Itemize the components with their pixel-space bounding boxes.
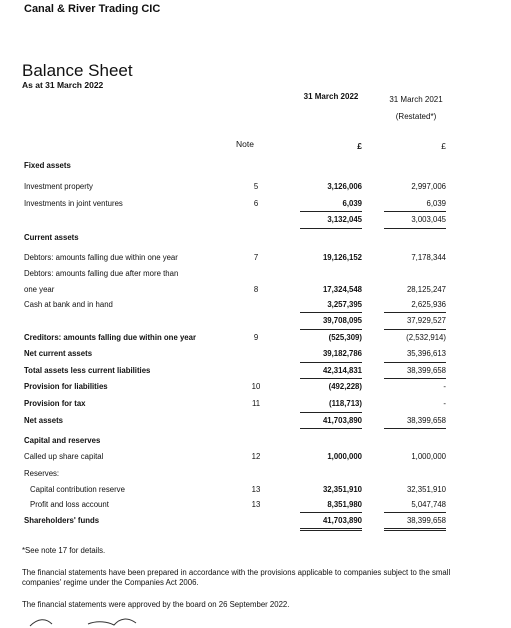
company-name: Canal & River Trading CIC xyxy=(24,3,161,15)
row-value-2021: 6,039 xyxy=(426,199,446,208)
total-rule-line xyxy=(300,428,362,429)
table-row xyxy=(0,436,511,450)
row-label: Net current assets xyxy=(24,349,93,358)
row-label: Creditors: amounts falling due within one year xyxy=(24,333,196,342)
total-rule-line xyxy=(384,312,446,313)
table-row xyxy=(0,333,511,347)
row-note: 13 xyxy=(251,500,261,509)
page-subtitle: As at 31 March 2022 xyxy=(22,80,104,90)
total-rule-line xyxy=(300,528,362,529)
row-value-2021: 35,396,613 xyxy=(406,349,446,358)
row-label: Capital and reserves xyxy=(24,436,101,445)
row-value-2021: - xyxy=(443,399,446,408)
row-label: Provision for liabilities xyxy=(24,382,108,391)
total-rule-line xyxy=(300,329,362,330)
column-header-2022: 31 March 2022 xyxy=(303,92,359,101)
table-row xyxy=(0,399,511,413)
row-value-2022: 1,000,000 xyxy=(327,452,362,461)
column-header-2021-restated: (Restated*) xyxy=(395,112,437,121)
row-note: 13 xyxy=(251,485,261,494)
total-rule-line xyxy=(384,329,446,330)
row-label: Total assets less current liabilities xyxy=(24,366,151,375)
row-value-2022: 3,257,395 xyxy=(327,300,362,309)
row-value-2021: 38,399,658 xyxy=(406,416,446,425)
row-note: 10 xyxy=(251,382,261,391)
row-label: Current assets xyxy=(24,233,79,242)
row-value-2021: 37,929,527 xyxy=(406,316,446,325)
row-value-2022: 19,126,152 xyxy=(322,253,362,262)
total-rule-line xyxy=(300,412,362,413)
total-rule-line xyxy=(384,512,446,513)
signature xyxy=(28,614,178,628)
row-value-2022: 17,324,548 xyxy=(322,285,362,294)
row-value-2022: 8,351,980 xyxy=(327,500,362,509)
approval-text: The financial statements were approved by the board on 26 September 2022. xyxy=(22,600,290,609)
row-value-2021: 32,351,910 xyxy=(406,485,446,494)
row-label: Profit and loss account xyxy=(30,500,109,509)
row-value-2021: 1,000,000 xyxy=(411,452,446,461)
page-title: Balance Sheet xyxy=(22,61,133,80)
basis-of-preparation-text: The financial statements have been prepared in accordance with the provisions applicable to companies subject to the small companies' regime under the Companies Act 2006. xyxy=(22,568,451,587)
row-label: Shareholders' funds xyxy=(24,516,100,525)
row-value-2021: 38,399,658 xyxy=(406,366,446,375)
row-note: 6 xyxy=(253,199,259,208)
row-label: one year xyxy=(24,285,55,294)
row-value-2022: 41,703,890 xyxy=(322,516,362,525)
table-row xyxy=(0,182,511,196)
table-row xyxy=(0,233,511,247)
total-rule-line xyxy=(384,362,446,363)
row-note: 8 xyxy=(253,285,259,294)
row-value-2022: 39,708,095 xyxy=(322,316,362,325)
row-label: Reserves: xyxy=(24,469,60,478)
table-row xyxy=(0,285,511,299)
table-row xyxy=(0,253,511,267)
row-label: Called up share capital xyxy=(24,452,104,461)
row-label: Debtors: amounts falling due within one year xyxy=(24,253,178,262)
row-label: Debtors: amounts falling due after more than xyxy=(24,269,179,278)
total-rule-line xyxy=(300,362,362,363)
note-column-header: Note xyxy=(236,139,254,149)
row-value-2022: (118,713) xyxy=(329,399,362,408)
table-row xyxy=(0,316,511,330)
row-value-2022: 42,314,831 xyxy=(322,366,362,375)
total-rule-line xyxy=(384,228,446,229)
row-value-2021: - xyxy=(443,382,446,391)
total-rule-line xyxy=(300,228,362,229)
row-value-2021: (2,532,914) xyxy=(406,333,446,342)
row-label: Investments in joint ventures xyxy=(24,199,123,208)
total-rule-line xyxy=(300,512,362,513)
total-rule-line xyxy=(384,211,446,212)
table-row xyxy=(0,382,511,396)
row-note: 11 xyxy=(251,399,261,408)
row-value-2021: 28,125,247 xyxy=(406,285,446,294)
row-label: Cash at bank and in hand xyxy=(24,300,113,309)
total-rule-line xyxy=(384,528,446,529)
total-rule-line xyxy=(384,530,446,531)
row-value-2021: 5,047,748 xyxy=(411,500,446,509)
row-label: Investment property xyxy=(24,182,93,191)
row-value-2021: 38,399,658 xyxy=(406,516,446,525)
table-row xyxy=(0,452,511,466)
footnote: *See note 17 for details. xyxy=(22,546,106,555)
table-row xyxy=(0,469,511,483)
row-value-2021: 2,997,006 xyxy=(411,182,446,191)
table-row xyxy=(0,349,511,363)
total-rule-line xyxy=(300,211,362,212)
row-value-2022: 6,039 xyxy=(342,199,362,208)
table-row xyxy=(0,215,511,229)
total-rule-line xyxy=(384,378,446,379)
table-row xyxy=(0,485,511,499)
currency-2021: £ xyxy=(441,141,446,151)
currency-2022: £ xyxy=(357,141,362,151)
row-note: 7 xyxy=(253,253,259,262)
row-note: 5 xyxy=(253,182,259,191)
row-value-2021: 3,003,045 xyxy=(411,215,446,224)
total-rule-line xyxy=(384,428,446,429)
table-row xyxy=(0,161,511,175)
row-value-2022: 32,351,910 xyxy=(322,485,362,494)
row-value-2022: 39,182,786 xyxy=(322,349,362,358)
column-header-2021-date: 31 March 2021 xyxy=(389,95,443,104)
row-value-2022: 3,126,006 xyxy=(327,182,362,191)
row-value-2022: 41,703,890 xyxy=(322,416,362,425)
total-rule-line xyxy=(300,530,362,531)
row-value-2022: (492,228) xyxy=(328,382,362,391)
row-value-2022: (525,309) xyxy=(328,333,362,342)
row-value-2021: 7,178,344 xyxy=(411,253,446,262)
column-header-2021 xyxy=(378,91,454,125)
row-label: Capital contribution reserve xyxy=(30,485,125,494)
row-note: 12 xyxy=(251,452,261,461)
row-value-2022: 3,132,045 xyxy=(327,215,362,224)
total-rule-line xyxy=(300,312,362,313)
row-value-2021: 2,625,936 xyxy=(411,300,446,309)
row-label: Provision for tax xyxy=(24,399,86,408)
row-note: 9 xyxy=(253,333,259,342)
total-rule-line xyxy=(300,378,362,379)
row-label: Net assets xyxy=(24,416,64,425)
table-row xyxy=(0,269,511,283)
row-label: Fixed assets xyxy=(24,161,71,170)
